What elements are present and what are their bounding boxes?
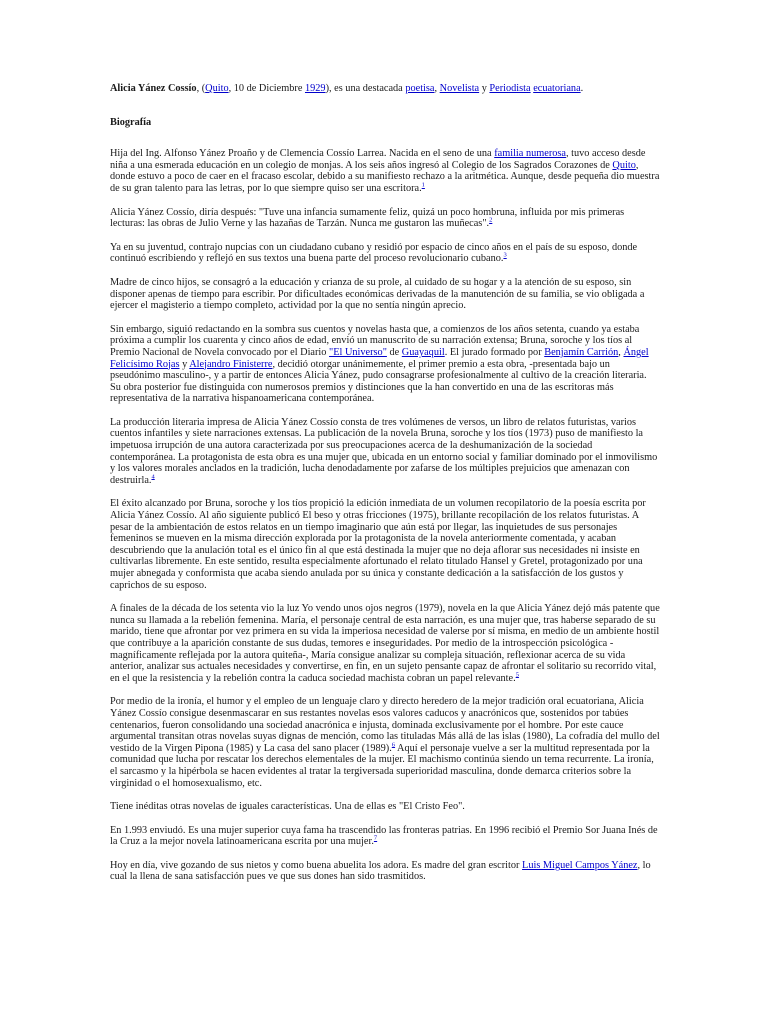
link-benjamin-carrion[interactable]: Benjamín Carrión <box>544 346 619 358</box>
paragraph-4: Madre de cinco hijos, se consagró a la educación y crianza de su prole, al cuidado de su hogar y a la atención de su esposo, sin disponer apenas de tiempo para escribir. Por dificultades económicas derivadas de la manutención de su familia, se vio obligada a ejercer el magisterio a tiempo completo, actividad por la que no sentía ningún aprecio. <box>110 276 645 312</box>
paragraph-1: Hija del Ing. Alfonso Yánez Proaño y de Clemencia Cossío Larrea. Nacida en el seno de una familia numerosa, tuvo acceso desde niña a una esmerada educación en un colegio de monjas. A los seis años ingresó al Colegio de los Sagrados Corazones de Quito, donde estuvo a poco de caer en el fracaso escolar, debido a su manifiesto rechazo a la aritmética. Aunque, desde pequeña dio muestra de su gran talento para las letras, por lo que siempre quiso ser una escritora.$^1$ <box>110 148 660 194</box>
footnote-ref-6[interactable]: 6 <box>391 741 396 749</box>
section-heading-biografia: Biografía <box>110 116 152 128</box>
paragraph-2: Alicia Yánez Cossío, diría después: "Tuve una infancia sumamente feliz, quizá un poco hombruna, influida por mis primeras lecturas: las obras de Julio Verne y las hazañas de Tarzán. Nunca me gustaron las muñecas".$^2$ <box>110 206 625 230</box>
link-guayaquil[interactable]: Guayaquil <box>401 346 445 358</box>
footnote-ref-2[interactable]: 2 <box>489 216 493 224</box>
subject-name: Alicia Yánez Cossío <box>110 83 197 94</box>
footnote-ref-7[interactable]: 7 <box>373 834 378 842</box>
link-el-universo[interactable]: "El Universo" <box>329 346 387 358</box>
link-alejandro-finisterre[interactable]: Alejandro Finisterre <box>189 358 273 370</box>
paragraph-5: Sin embargo, siguió redactando en la sombra sus cuentos y novelas hasta que, a comienzos de los años setenta, cuando ya estaba próxima a cumplir los cuarenta y cinco años de edad, envió un manuscrito de su narración extensa; Bruna, soroche y los tíos al Premio Nacional de Novela convocado por el Diario "El Universo" de Guayaquil. El jurado formado por Benjamín Carrión, Ángel Felicísimo Rojas y Alejandro Finisterre, decidió otorgar unánimemente, el primer premio a esta obra, -presentada bajo un pseudónimo masculino-, y a partir de entonces Alicia Yánez, pudo consagrarse profesionalmente al cultivo de la creación literaria. Su obra posterior fue distinguida con numerosos premios y distinciones que la han convertido en una de las escritoras más representativa de la narrativa hispanoamericana contemporánea. <box>110 323 649 405</box>
paragraph-12: Hoy en día, vive gozando de sus nietos y como buena abuelita los adora. Es madre del gran escritor Luis Miguel Campos Yánez, lo cual la llena de sana satisfacción pues ve que sus dones han sido trasmitidos. <box>110 859 651 883</box>
paragraph-10: Tiene inéditas otras novelas de iguales características. Una de ellas es "El Cristo Feo". <box>110 801 465 813</box>
footnote-ref-4[interactable]: 4 <box>151 473 155 481</box>
footnote-ref-5[interactable]: 5 <box>515 671 519 679</box>
footnote-ref-1[interactable]: 1 <box>421 181 425 189</box>
link-1929[interactable]: 1929 <box>304 83 326 94</box>
link-poetisa[interactable]: poetisa <box>405 83 435 94</box>
paragraph-8: A finales de la década de los setenta vio la luz Yo vendo unos ojos negros (1979), novela en la que Alicia Yánez dejó más patente que nunca su llamada a la rebelión femenina. María, el personaje central de esta narración, es una mujer que, tras haberse separado de su marido, tiene que afrontar por vez primera en su vida la imperiosa necesidad de valerse por sí misma, en medio de un ambiente hostil que contribuye a la aparición constante de sus dudas, temores e inseguridades. Por medio de la introspección psicológica -magníficamente reflejada por la autora quiteña-, María consigue analizar su compleja situación, reflexionar acerca de su vida anterior, analizar sus actuales necesidades y convertirse, en fin, en un sujeto pensante capaz de afrontar el solitario su recorrido vital, en el que la resistencia y la rebelión contra la caduca sociedad machista cobran un papel relevante.$^5$ <box>110 603 660 684</box>
paragraph-9: Por medio de la ironía, el humor y el empleo de un lenguaje claro y directo heredero de la mejor tradición oral ecuatoriana, Alicia Yánez Cossío consigue desenmascarar en sus restantes novelas esos valores caducos y anacrónicos que, sostenidos por tabúes centenarios, fueron consolidando una sociedad anacrónica e injusta, dominada exclusivamente por el hombre. Por este cauce argumental transitan otras novelas suyas dignas de mención, como las tituladas Más allá de las islas (1980), La cofradía del mullo del vestido de la Virgen Pipona (1985) y La casa del sano placer (1989).$^6$ Aquí el personaje vuelve a ser la multitud representada por la comunidad que lucha por rescatar los derechos elementales de la mujer. El machismo continúa siendo un tema recurrente. La ironía, el sarcasmo y la hipérbola se hacen evidentes al tratar la tergiversada superioridad masculina, donde demarca criterios sobre la virginidad o el homosexualismo, etc. <box>110 696 660 789</box>
paragraph-7: El éxito alcanzado por Bruna, soroche y los tíos propició la edición inmediata de un volumen recopilatorio de la poesía escrita por Alicia Yánez Cossío. Al año siguiente publicó El beso y otras fricciones (1975), brillante recopilación de los relatos futuristas. A pesar de la ambientación de estos relatos en un tiempo imaginario que aún está por llegar, las inquietudes de sus personajes femeninos se mueven en la misma dirección explorada por la protagonista de la novela anteriormente comentada, y acaban descubriendo que la anulación total es el único fin al que está destinada la mujer que no deja aflorar sus necesidades ni insiste en cultivarlas libremente. En este sentido, resulta especialmente afortunado el relato titulado Hansel y Gretel, protagonizado por una mujer abnegada y conformista que acaba siendo anulada por su única y constante dedicación a la satisfacción de los gustos y caprichos de su esposo. <box>110 498 646 591</box>
link-ecuatoriana[interactable]: ecuatoriana <box>533 83 581 94</box>
link-quito-2[interactable]: Quito <box>612 159 636 171</box>
link-familia-numerosa[interactable]: familia numerosa <box>494 148 566 160</box>
link-novelista[interactable]: Novelista <box>439 83 480 94</box>
intro-paragraph: Alicia Yánez Cossío, (Quito, 10 de Diciembre 1929), es una destacada poetisa, Novelista y Periodista ecuatoriana. <box>110 83 584 94</box>
link-luis-miguel-campos-yanez[interactable]: Luis Miguel Campos Yánez <box>522 859 638 871</box>
link-angel-felicisimo-rojas[interactable]: Ángel Felicísimo Rojas <box>110 346 649 370</box>
footnote-ref-3[interactable]: 3 <box>503 251 507 259</box>
paragraph-6: La producción literaria impresa de Alicia Yánez Cossío consta de tres volúmenes de versos, un libro de relatos futuristas, varios cuentos infantiles y siete narraciones extensas. La publicación de la novela Bruna, soroche y los tíos (1973) puso de manifiesto la impetuosa irrupción de una autora caracterizada por sus preocupaciones acerca de la deshumanización de la sociedad contemporánea. La protagonista de esta obra es una mujer que, ubicada en un entorno social y familiar dominado por el inmovilismo y los valores morales anclados en la tradición, lucha denodadamente por zafarse de los múltiples prejuicios que amenazan con destruirla.$^4$ <box>110 416 658 486</box>
paragraph-3: Ya en su juventud, contrajo nupcias con un ciudadano cubano y residió por espacio de cinco años en el país de su esposo, donde continuó escribiendo y reflejó en sus textos una buena parte del proceso revolucionario cubano.$^3$ <box>110 241 638 265</box>
link-periodista[interactable]: Periodista <box>489 83 531 94</box>
link-quito[interactable]: Quito <box>205 83 229 94</box>
paragraph-11: En 1.993 enviudó. Es una mujer superior cuya fama ha trascendido las fronteras patrias. En 1996 recibió el Premio Sor Juana Inés de la Cruz a la mejor novela latinoamericana escrita por una mujer.$^7$ <box>110 824 658 848</box>
